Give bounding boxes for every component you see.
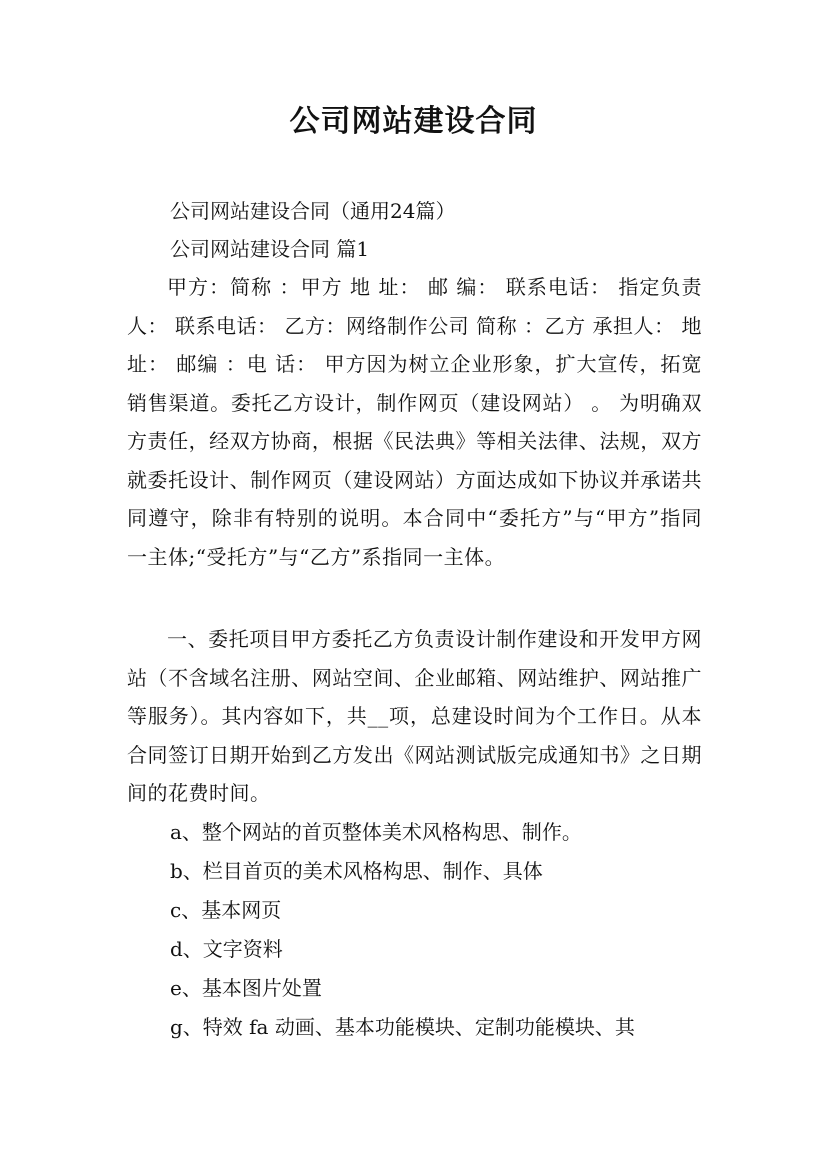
document-title: 公司网站建设合同	[289, 104, 538, 139]
list-item-b: b、栏目首页的美术风格构思、制作、具体	[170, 859, 543, 883]
body-paragraph-project: 一、委托项目甲方委托乙方负责设计制作建设和开发甲方网站（不含域名注册、网站空间、企业邮箱、网站维护、网站推广等服务）。其内容如下，共__项，总建设时间为个工作日。从本合同签订日期开始到乙方发出《网站测试版完成通知书》之日期间的花费时间。	[127, 627, 702, 805]
document-subtitle: 公司网站建设合同（通用24篇）	[170, 199, 456, 223]
list-item-d: d、文字资料	[170, 937, 283, 961]
list-item-a: a、整个网站的首页整体美术风格构思、制作。	[170, 820, 582, 844]
list-item-c: c、基本网页	[170, 898, 282, 922]
list-item-e: e、基本图片处置	[170, 976, 322, 1000]
section-heading: 公司网站建设合同 篇1	[170, 237, 370, 261]
body-paragraph-parties: 甲方：简称 ：甲方 地 址： 邮 编： 联系电话： 指定负责人： 联系电话： 乙方：网络制作公司 简称 ：乙方 承担人： 地 址： 邮编 ：电 话： 甲方因为树立企业形象，扩大宣传，拓宽销售渠道。委托乙方设计，制作网页（建设网站） 。 为明确双方责任，经双方协商，根据《民法典》等相关法律、法规，双方就委托设计、制作网页（建设网站）方面达成如下协议并承诺共同遵守，除非有特别的说明。本合同中“委托方”与“甲方”指同一主体;“受托方”与“乙方”系指同一主体。	[127, 275, 702, 569]
list-item-g: g、特效 fa 动画、基本功能模块、定制功能模块、其	[170, 1015, 635, 1039]
